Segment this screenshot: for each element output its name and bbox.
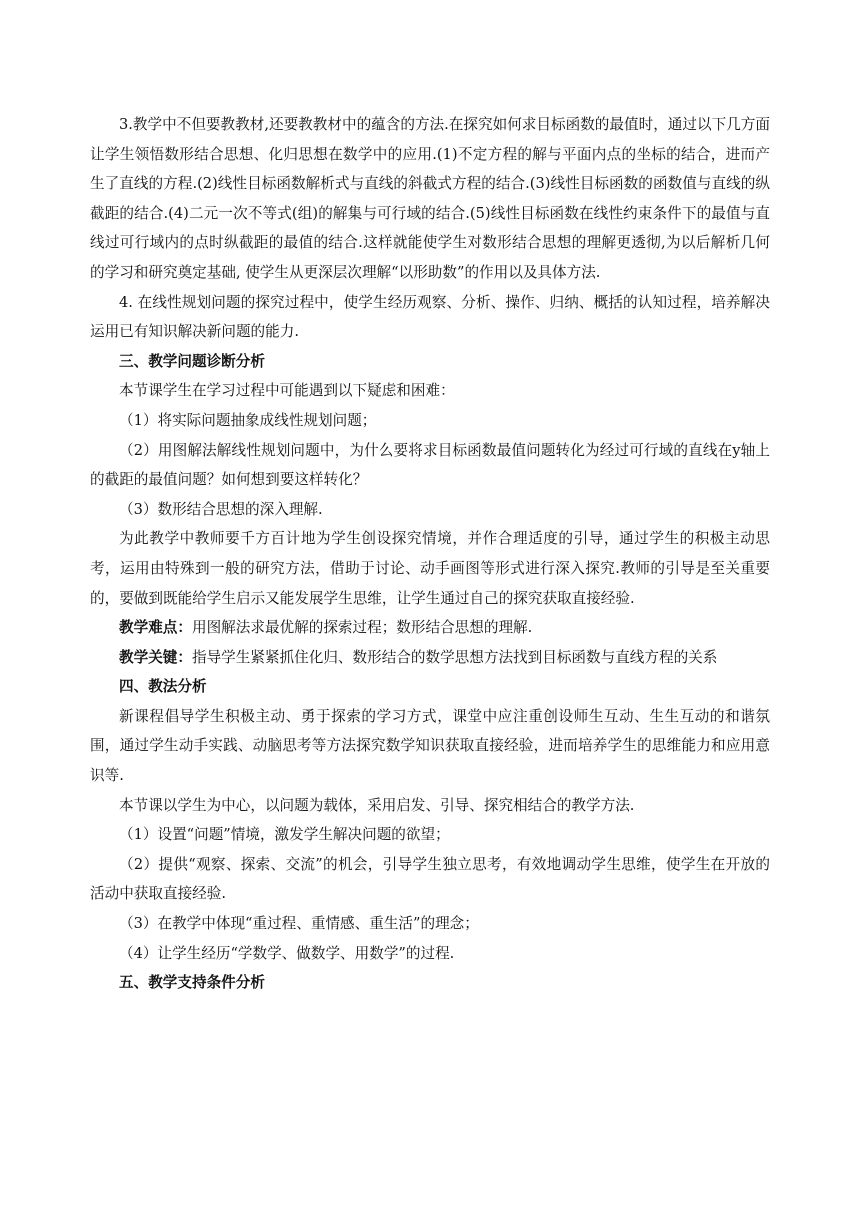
section-heading-support-conditions: 五、教学支持条件分析 [119, 974, 265, 992]
paragraph-student-centered: 本节课以学生为中心，以问题为载体，采用启发、引导、探究相结合的教学方法. [119, 796, 635, 814]
paragraph-teaching-difficulty [90, 613, 770, 643]
text-teaching-key: 指导学生紧紧抓住化归、数形结合的数学思想方法找到目标函数与直线方程的关系 [191, 648, 718, 666]
section-heading-teaching-method: 四、教法分析 [119, 678, 207, 696]
list-item-difficulty-3: （3）数形结合思想的深入理解. [119, 500, 323, 518]
text-teaching-difficulty: 用图解法求最优解的探索过程；数形结合思想的理解. [191, 619, 533, 637]
paragraph-method-teaching: 3.教学中不但要教教材,还要教教材中的蕴含的方法.在探究如何求目标函数的最值时，通过以下几方面让学生领悟数形结合思想、化归思想在数学中的应用.(1)不定方程的解与平面内点的坐标的结合，进而产生了直线的方程.(2)线性目标函数解析式与直线的斜截式方程的结合.(3)线性目标函数的函数值与直线的纵截距的结合.(4)二元一次不等式(组)的解集与可行域的结合.(5)线性目标函数在线性约束条件下的最值与直线过可行域内的点时纵截距的最值的结合.这样就能使学生对数形结合思想的理解更透彻,为以后解析几何的学习和研究奠定基础, 使学生从更深层次理解“以形助数”的作用以及具体方法. [90, 116, 770, 281]
list-item-method-2: （2）提供“观察、探索、交流”的机会，引导学生独立思考，有效地调动学生思维，使学生在开放的活动中获取直接经验. [90, 855, 770, 903]
section-heading-problem-diagnosis: 三、教学问题诊断分析 [119, 352, 265, 370]
list-item-method-4: （4）让学生经历“学数学、做数学、用数学”的过程. [119, 944, 455, 962]
paragraph-exploration-process: 4. 在线性规划问题的探究过程中，使学生经历观察、分析、操作、归纳、概括的认知过程，培养解决运用已有知识解决新问题的能力. [90, 293, 770, 341]
list-item-difficulty-2: （2）用图解法解线性规划问题中，为什么要将求目标函数最值问题转化为经过可行域的直线在y轴上的截距的最值问题？如何想到要这样转化？ [90, 441, 770, 489]
list-item-method-3: （3）在教学中体现“重过程、重情感、重生活”的理念； [119, 915, 479, 933]
document-page [90, 110, 770, 998]
list-item-difficulty-1: （1）将实际问题抽象成线性规划问题； [119, 411, 377, 429]
label-teaching-difficulty: 教学难点： [119, 619, 192, 637]
paragraph-difficulties-intro: 本节课学生在学习过程中可能遇到以下疑虑和困难： [119, 382, 455, 400]
list-item-method-1: （1）设置“问题”情境，激发学生解决问题的欲望； [119, 826, 450, 844]
label-teaching-key: 教学关键： [119, 648, 192, 666]
paragraph-teacher-guidance: 为此教学中教师要千方百计地为学生创设探究情境，并作合理适度的引导，通过学生的积极主动思考，运用由特殊到一般的研究方法，借助于讨论、动手画图等形式进行深入探究.教师的引导是至关重要的，要做到既能给学生启示又能发展学生思维，让学生通过自己的探究获取直接经验. [90, 530, 770, 607]
paragraph-teaching-key [90, 643, 770, 673]
paragraph-new-curriculum: 新课程倡导学生积极主动、勇于探索的学习方式，课堂中应注重创设师生互动、生生互动的和谐氛围，通过学生动手实践、动脑思考等方法探究数学知识获取直接经验，进而培养学生的思维能力和应用意识等. [90, 707, 770, 785]
